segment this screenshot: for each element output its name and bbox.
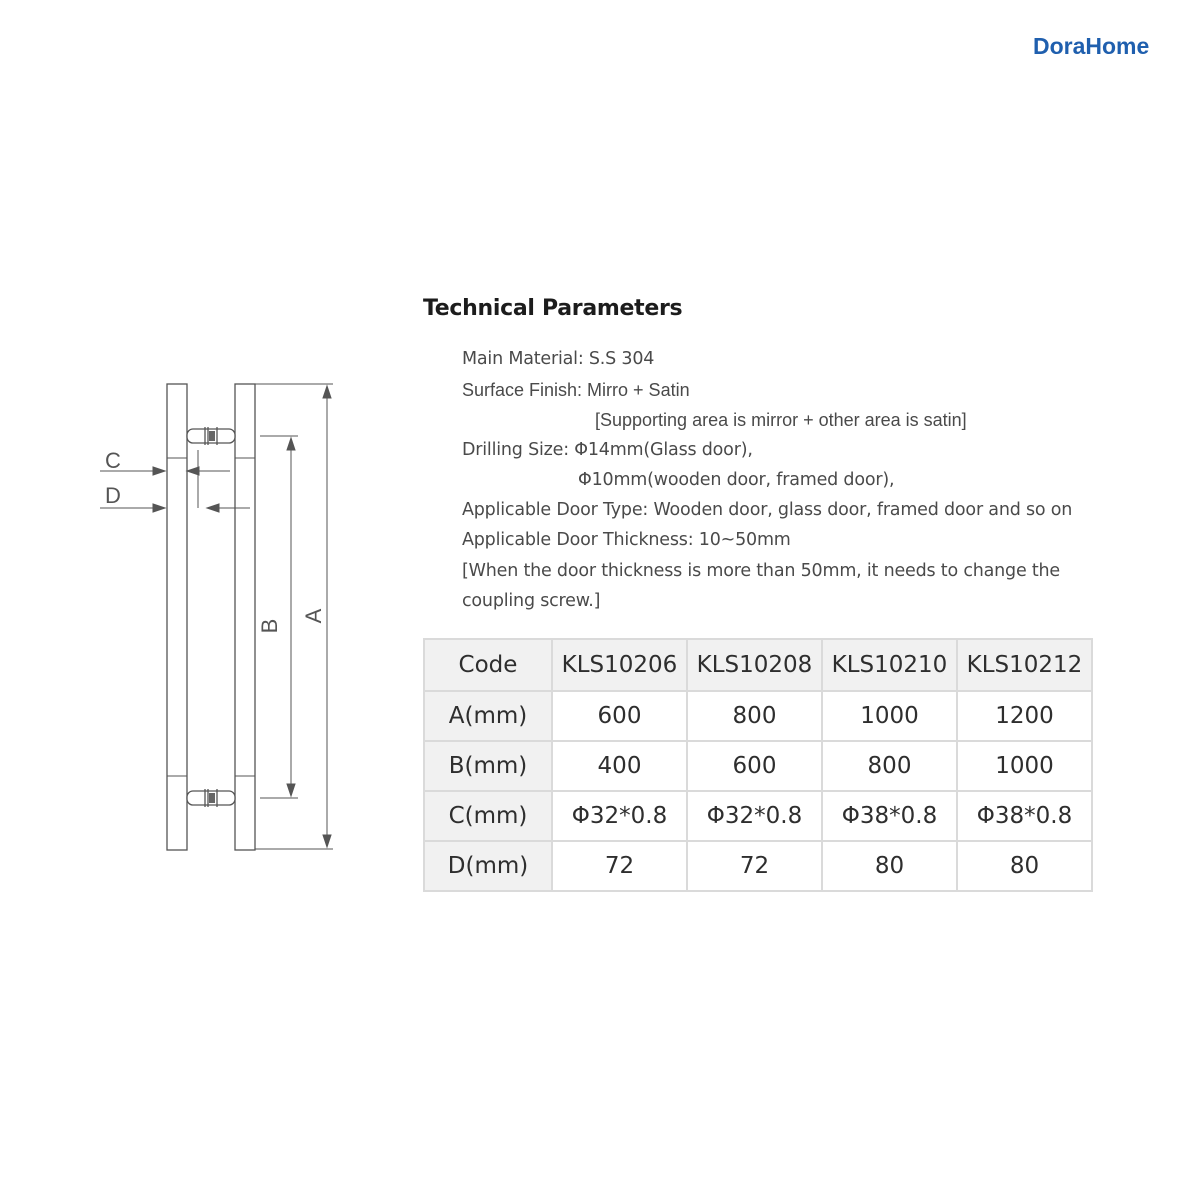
table-cell: 600 <box>552 691 687 741</box>
spec-door-type: Applicable Door Type: Wooden door, glass door, framed door and so on <box>462 500 1073 520</box>
label-d: D <box>105 483 121 508</box>
table-header-cell: KLS10212 <box>957 639 1092 691</box>
bottom-connector <box>187 789 235 807</box>
table-header-cell: KLS10206 <box>552 639 687 691</box>
table-cell: 1000 <box>957 741 1092 791</box>
table-header-cell: KLS10208 <box>687 639 822 691</box>
row-label-b: B(mm) <box>424 741 552 791</box>
row-label-c: C(mm) <box>424 791 552 841</box>
table-cell: Φ32*0.8 <box>552 791 687 841</box>
table-header-cell: KLS10210 <box>822 639 957 691</box>
table-row <box>424 841 1092 891</box>
table-cell: 800 <box>822 741 957 791</box>
handle-dimension-diagram <box>95 378 345 858</box>
row-label-a: A(mm) <box>424 691 552 741</box>
row-label-d: D(mm) <box>424 841 552 891</box>
table-row <box>424 691 1092 741</box>
table-cell: 72 <box>687 841 822 891</box>
brand-logo: DoraHome <box>1033 33 1150 59</box>
table-cell: 400 <box>552 741 687 791</box>
table-cell: 80 <box>822 841 957 891</box>
label-c: C <box>105 448 121 473</box>
table-cell: 1200 <box>957 691 1092 741</box>
table-header-row <box>424 639 1092 691</box>
handle-left-bar <box>167 384 187 850</box>
label-b: B <box>257 618 282 634</box>
spec-door-thickness: Applicable Door Thickness: 10~50mm <box>462 530 791 550</box>
label-a: A <box>301 608 326 624</box>
table-cell: 72 <box>552 841 687 891</box>
dimension-b <box>260 436 298 798</box>
table-cell: Φ38*0.8 <box>957 791 1092 841</box>
handle-right-bar <box>235 384 255 850</box>
table-header-cell: Code <box>424 639 552 691</box>
table-cell: Φ38*0.8 <box>822 791 957 841</box>
table-cell: 800 <box>687 691 822 741</box>
table-cell: 600 <box>687 741 822 791</box>
spec-main-material: Main Material: S.S 304 <box>462 349 655 369</box>
spec-drilling-size: Drilling Size: Φ14mm(Glass door), <box>462 440 753 460</box>
table-row <box>424 791 1092 841</box>
table-row <box>424 741 1092 791</box>
model-spec-table <box>423 638 1093 892</box>
spec-drilling-size-2: Φ10mm(wooden door, framed door), <box>578 470 895 490</box>
table-cell: Φ32*0.8 <box>687 791 822 841</box>
spec-surface-finish: Surface Finish: Mirro + Satin <box>462 380 690 400</box>
table-cell: 80 <box>957 841 1092 891</box>
spec-surface-note: [Supporting area is mirror + other area is satin] <box>595 410 967 430</box>
table-cell: 1000 <box>822 691 957 741</box>
section-title: Technical Parameters <box>423 296 683 321</box>
top-connector <box>187 427 235 445</box>
spec-note-line-1: [When the door thickness is more than 50mm, it needs to change the <box>462 561 1061 581</box>
spec-note-line-2: coupling screw.] <box>462 591 601 611</box>
